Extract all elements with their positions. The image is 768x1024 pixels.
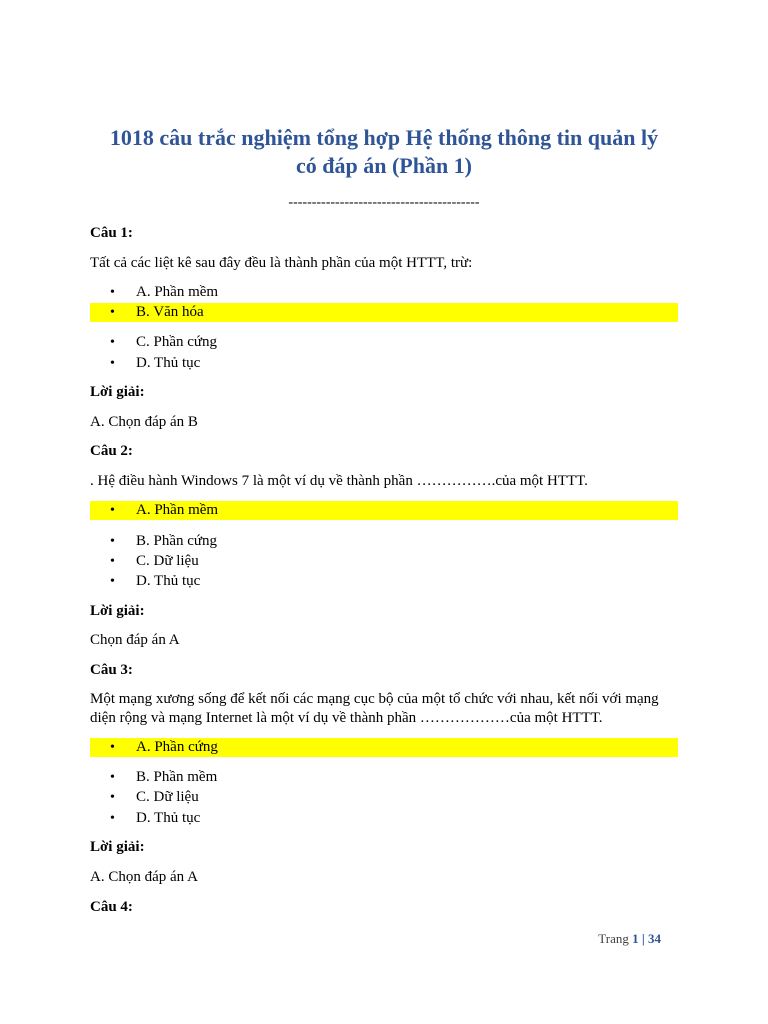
question-3-text-line-2: diện rộng và mạng Internet là một ví dụ về thành phần ………………của một HTTT. (90, 710, 603, 726)
footer-page-number: 1 (632, 931, 639, 946)
question-1-solution-label: Lời giải: (90, 384, 145, 400)
option-text: D. Thủ tục (136, 355, 201, 371)
option-text: C. Phần cứng (136, 334, 218, 350)
option-text: A. Phần mềm (136, 502, 219, 518)
option-text: B. Phần cứng (136, 533, 218, 549)
question-3-option-c (90, 788, 678, 807)
option-text: A. Phần cứng (136, 739, 218, 755)
bullet-icon: • (110, 740, 115, 755)
question-2-solution-label: Lời giải: (90, 603, 145, 619)
document-title (90, 124, 678, 180)
question-1-text: Tất cả các liệt kê sau đây đều là thành phần của một HTTT, trừ: (90, 255, 473, 271)
question-3-option-d (90, 809, 678, 828)
bullet-icon: • (110, 554, 115, 569)
question-2-label: Câu 2: (90, 443, 133, 459)
bullet-icon: • (110, 790, 115, 805)
bullet-icon: • (110, 285, 115, 300)
question-2-option-d (90, 572, 678, 591)
title-line-2: có đáp án (Phần 1) (295, 153, 473, 178)
question-2-option-c (90, 552, 678, 571)
question-3-text (90, 690, 678, 728)
question-2-option-a (90, 501, 678, 520)
question-1-label: Câu 1: (90, 225, 133, 241)
option-text: D. Thủ tục (136, 810, 201, 826)
bullet-icon: • (110, 503, 115, 518)
question-4-label: Câu 4: (90, 899, 133, 915)
question-2-text: . Hệ điều hành Windows 7 là một ví dụ về thành phần …………….của một HTTT. (90, 473, 588, 489)
option-text: B. Văn hóa (136, 304, 204, 320)
question-3-solution-label: Lời giải: (90, 839, 145, 855)
question-3-solution: A. Chọn đáp án A (90, 869, 198, 885)
bullet-icon: • (110, 574, 115, 589)
footer-prefix: Trang (598, 931, 633, 946)
question-1-option-d (90, 354, 678, 373)
title-line-1: 1018 câu trắc nghiệm tổng hợp Hệ thống thông tin quản lý (109, 125, 659, 150)
footer-total-pages: 34 (648, 931, 661, 946)
question-1-option-b (90, 303, 678, 322)
option-text: D. Thủ tục (136, 573, 201, 589)
question-3-label: Câu 3: (90, 662, 133, 678)
question-1-option-c (90, 333, 678, 352)
footer-divider: | (638, 931, 648, 946)
bullet-icon: • (110, 811, 115, 826)
question-3-option-a (90, 738, 678, 757)
title-separator: ----------------------------------------- (288, 195, 480, 210)
option-text: C. Dữ liệu (136, 789, 199, 805)
bullet-icon: • (110, 335, 115, 350)
bullet-icon: • (110, 356, 115, 371)
question-2-option-b (90, 532, 678, 551)
page-footer (598, 931, 661, 947)
option-text: A. Phần mềm (136, 284, 219, 300)
question-1-solution: A. Chọn đáp án B (90, 414, 198, 430)
bullet-icon: • (110, 534, 115, 549)
question-1-option-a (90, 283, 678, 302)
question-3-text-line-1: Một mạng xương sống để kết nối các mạng cục bộ của một tổ chức với nhau, kết nối với mạng (90, 691, 659, 707)
option-text: B. Phần mềm (136, 769, 218, 785)
bullet-icon: • (110, 305, 115, 320)
question-2-solution: Chọn đáp án A (90, 632, 180, 648)
bullet-icon: • (110, 770, 115, 785)
option-text: C. Dữ liệu (136, 553, 199, 569)
question-3-option-b (90, 768, 678, 787)
